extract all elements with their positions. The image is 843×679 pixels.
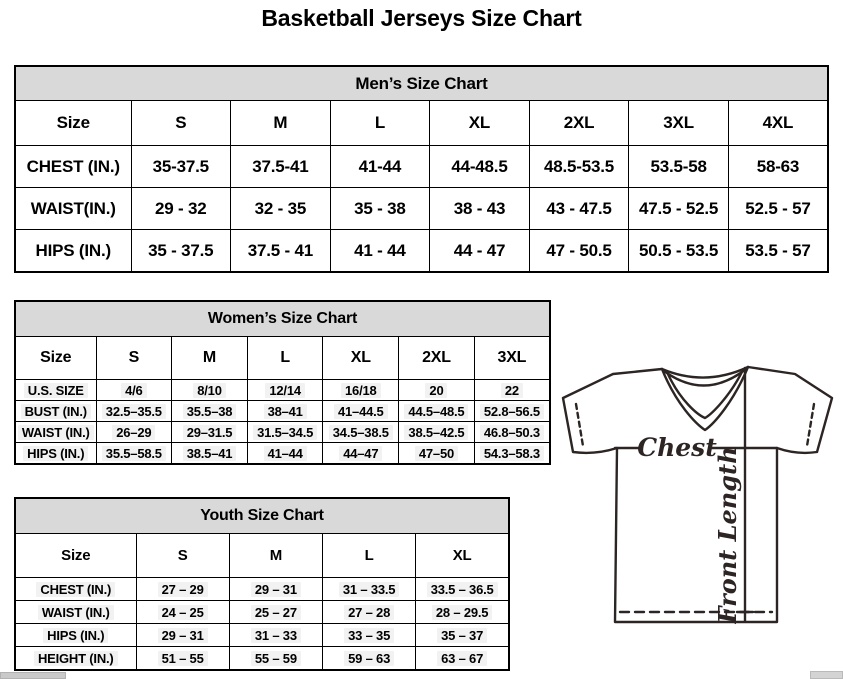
youth-size-col-xl: XL [416, 534, 509, 578]
men-value-cell: 47 - 50.5 [529, 230, 629, 273]
youth-value-cell [229, 647, 322, 671]
youth-value-cell [229, 578, 322, 601]
women-size-col-2xl: 2XL [399, 337, 475, 380]
women-value-cell-text: 44–47 [339, 446, 382, 461]
men-value-cell: 35-37.5 [131, 146, 231, 188]
youth-value-cell-text: 29 – 31 [158, 628, 208, 643]
youth-value-cell-text: 29 – 31 [251, 582, 301, 597]
women-table-row [15, 422, 550, 443]
mens-size-chart-table [14, 65, 829, 273]
youth-value-cell-text: 27 – 28 [344, 605, 394, 620]
chest-label: Chest [637, 433, 717, 462]
men-value-cell: 37.5 - 41 [231, 230, 331, 273]
men-row-label: HIPS (IN.) [15, 230, 131, 273]
women-value-cell [96, 422, 172, 443]
women-value-cell-text: 47–50 [415, 446, 458, 461]
women-value-cell-text: 41–44 [264, 446, 307, 461]
youth-size-chart-table [14, 497, 510, 671]
youth-size-table [14, 497, 510, 671]
right-cuff-stitch-dashed [807, 404, 814, 446]
youth-table-row [15, 578, 509, 601]
women-value-cell [474, 443, 550, 465]
women-value-cell [323, 380, 399, 401]
men-table-row [15, 146, 828, 188]
men-value-cell: 44-48.5 [430, 146, 530, 188]
women-size-col-xl: XL [323, 337, 399, 380]
women-value-cell [323, 401, 399, 422]
youth-row-label [15, 601, 136, 624]
men-value-cell: 38 - 43 [430, 188, 530, 230]
men-value-cell: 41 - 44 [330, 230, 430, 273]
men-value-cell: 53.5 - 57 [728, 230, 828, 273]
youth-value-cell [136, 601, 229, 624]
youth-row-label-text: WAIST (IN.) [38, 605, 114, 620]
women-value-cell-text: 52.8–56.5 [480, 404, 544, 419]
women-size-header-row [15, 337, 550, 380]
women-value-cell-text: 38.5–42.5 [404, 425, 468, 440]
men-size-col-xl: XL [430, 101, 530, 146]
men-table-row [15, 188, 828, 230]
youth-value-cell-text: 31 – 33 [251, 628, 301, 643]
women-row-label-text: WAIST (IN.) [18, 425, 94, 440]
women-value-cell [399, 401, 475, 422]
youth-size-col-s: S [136, 534, 229, 578]
youth-value-cell-text: 33.5 – 36.5 [427, 582, 498, 597]
youth-value-cell-text: 31 – 33.5 [339, 582, 399, 597]
women-value-cell-text: 35.5–58.5 [102, 446, 166, 461]
women-size-col-l: L [247, 337, 323, 380]
youth-value-cell-text: 28 – 29.5 [432, 605, 492, 620]
men-value-cell: 52.5 - 57 [728, 188, 828, 230]
womens-size-chart-table [14, 300, 551, 465]
men-value-cell: 43 - 47.5 [529, 188, 629, 230]
women-value-cell-text: 12/14 [265, 383, 305, 398]
women-value-cell [172, 443, 248, 465]
women-size-col-s: S [96, 337, 172, 380]
women-value-cell [247, 401, 323, 422]
women-value-cell [474, 380, 550, 401]
men-value-cell: 53.5-58 [629, 146, 729, 188]
horizontal-scrollbar-thumb[interactable] [0, 672, 66, 679]
women-value-cell-text: 22 [501, 383, 523, 398]
youth-value-cell [416, 647, 509, 671]
women-value-cell-text: 54.3–58.3 [480, 446, 544, 461]
men-size-header-row [15, 101, 828, 146]
women-value-cell [474, 422, 550, 443]
women-value-cell-text: 8/10 [193, 383, 226, 398]
women-row-label [15, 380, 96, 401]
women-value-cell [474, 401, 550, 422]
women-value-cell [247, 422, 323, 443]
men-value-cell: 48.5-53.5 [529, 146, 629, 188]
youth-row-label [15, 647, 136, 671]
men-corner-label: Size [15, 101, 131, 146]
women-table-title: Women’s Size Chart [15, 301, 550, 337]
women-value-cell-text: 41–44.5 [334, 404, 388, 419]
women-value-cell [247, 443, 323, 465]
page-title: Basketball Jerseys Size Chart [261, 5, 582, 31]
men-size-col-3xl: 3XL [629, 101, 729, 146]
women-value-cell [247, 380, 323, 401]
youth-table-row [15, 647, 509, 671]
men-value-cell: 47.5 - 52.5 [629, 188, 729, 230]
youth-value-cell [323, 647, 416, 671]
youth-table-row [15, 624, 509, 647]
youth-value-cell [229, 601, 322, 624]
women-value-cell-text: 4/6 [121, 383, 146, 398]
youth-value-cell [416, 601, 509, 624]
youth-value-cell [136, 647, 229, 671]
women-value-cell [172, 422, 248, 443]
women-value-cell [323, 422, 399, 443]
women-row-label-text: U.S. SIZE [24, 383, 88, 398]
men-size-col-s: S [131, 101, 231, 146]
men-value-cell: 44 - 47 [430, 230, 530, 273]
youth-row-label-text: CHEST (IN.) [36, 582, 115, 597]
men-row-label: CHEST (IN.) [15, 146, 131, 188]
youth-size-col-m: M [229, 534, 322, 578]
women-size-table [14, 300, 551, 465]
women-row-label [15, 401, 96, 422]
scrollbar-right-fragment[interactable] [810, 671, 843, 679]
women-value-cell [96, 443, 172, 465]
women-value-cell-text: 31.5–34.5 [253, 425, 317, 440]
youth-size-col-l: L [323, 534, 416, 578]
women-value-cell [96, 380, 172, 401]
women-value-cell [172, 401, 248, 422]
youth-value-cell [323, 624, 416, 647]
women-table-row [15, 401, 550, 422]
youth-value-cell-text: 51 – 55 [158, 651, 208, 666]
men-value-cell: 37.5-41 [231, 146, 331, 188]
men-value-cell: 35 - 38 [330, 188, 430, 230]
women-value-cell-text: 29–31.5 [183, 425, 237, 440]
men-size-col-m: M [231, 101, 331, 146]
women-row-label [15, 443, 96, 465]
youth-value-cell [416, 578, 509, 601]
youth-corner-label: Size [15, 534, 136, 578]
women-value-cell [323, 443, 399, 465]
youth-table-title: Youth Size Chart [15, 498, 509, 534]
men-value-cell: 29 - 32 [131, 188, 231, 230]
youth-size-header-row [15, 534, 509, 578]
youth-value-cell-text: 59 – 63 [344, 651, 394, 666]
women-value-cell [96, 401, 172, 422]
front-length-label: Front Length [713, 446, 742, 624]
youth-value-cell [229, 624, 322, 647]
men-value-cell: 50.5 - 53.5 [629, 230, 729, 273]
women-value-cell-text: 16/18 [341, 383, 381, 398]
men-size-table [14, 65, 829, 273]
youth-row-label-text: HEIGHT (IN.) [34, 651, 118, 666]
jersey-measurement-diagram [550, 358, 842, 658]
women-value-cell [399, 380, 475, 401]
women-value-cell [399, 422, 475, 443]
men-size-col-4xl: 4XL [728, 101, 828, 146]
women-value-cell-text: 26–29 [112, 425, 155, 440]
youth-value-cell-text: 27 – 29 [158, 582, 208, 597]
women-table-row [15, 380, 550, 401]
women-value-cell-text: 38.5–41 [183, 446, 237, 461]
women-row-label-text: BUST (IN.) [21, 404, 91, 419]
women-value-cell-text: 34.5–38.5 [329, 425, 393, 440]
men-table-title: Men’s Size Chart [15, 66, 828, 101]
youth-value-cell [136, 578, 229, 601]
men-size-col-2xl: 2XL [529, 101, 629, 146]
men-size-col-l: L [330, 101, 430, 146]
youth-value-cell [416, 624, 509, 647]
women-value-cell-text: 46.8–50.3 [480, 425, 544, 440]
youth-value-cell [323, 578, 416, 601]
women-value-cell [399, 443, 475, 465]
women-value-cell-text: 20 [425, 383, 447, 398]
youth-row-label [15, 578, 136, 601]
youth-table-row [15, 601, 509, 624]
women-row-label [15, 422, 96, 443]
men-value-cell: 32 - 35 [231, 188, 331, 230]
youth-row-label-text: HIPS (IN.) [43, 628, 108, 643]
men-row-label: WAIST(IN.) [15, 188, 131, 230]
youth-value-cell [136, 624, 229, 647]
women-corner-label: Size [15, 337, 96, 380]
youth-row-label [15, 624, 136, 647]
youth-value-cell-text: 63 – 67 [437, 651, 487, 666]
women-value-cell-text: 38–41 [264, 404, 307, 419]
women-table-row [15, 443, 550, 465]
men-value-cell: 35 - 37.5 [131, 230, 231, 273]
youth-value-cell-text: 35 – 37 [437, 628, 487, 643]
women-value-cell [172, 380, 248, 401]
left-cuff-stitch-dashed [576, 404, 583, 446]
youth-value-cell-text: 25 – 27 [251, 605, 301, 620]
men-value-cell: 41-44 [330, 146, 430, 188]
men-value-cell: 58-63 [728, 146, 828, 188]
youth-value-cell [323, 601, 416, 624]
women-row-label-text: HIPS (IN.) [23, 446, 88, 461]
youth-value-cell-text: 24 – 25 [158, 605, 208, 620]
women-size-col-m: M [172, 337, 248, 380]
women-value-cell-text: 35.5–38 [183, 404, 237, 419]
women-value-cell-text: 44.5–48.5 [404, 404, 468, 419]
jersey-outline [563, 367, 832, 622]
men-table-row [15, 230, 828, 273]
youth-value-cell-text: 33 – 35 [344, 628, 394, 643]
youth-value-cell-text: 55 – 59 [251, 651, 301, 666]
women-size-col-3xl: 3XL [474, 337, 550, 380]
women-value-cell-text: 32.5–35.5 [102, 404, 166, 419]
